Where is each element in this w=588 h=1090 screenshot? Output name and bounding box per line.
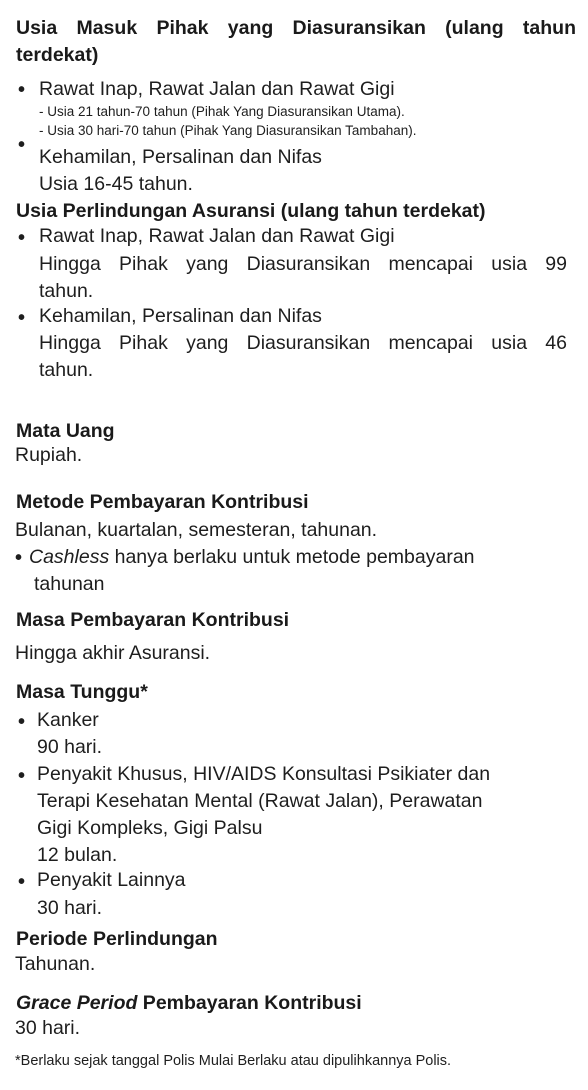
bullet: • [18, 134, 26, 156]
bullet: • [15, 547, 23, 569]
payment-method-note [29, 545, 475, 569]
bullet: • [18, 227, 26, 249]
waiting-item-line: Gigi Kompleks, Gigi Palsu [37, 817, 263, 839]
waiting-period-heading: Masa Tunggu* [16, 681, 148, 703]
currency-heading: Mata Uang [16, 420, 115, 442]
entry-age-note: - Usia 21 tahun-70 tahun (Pihak Yang Diasuransikan Utama). [39, 104, 405, 119]
coverage-age-item-value: Hingga Pihak yang Diasuransikan mencapai usia 99 [39, 253, 567, 275]
coverage-age-item-value: tahun. [39, 280, 94, 302]
waiting-item-line: Penyakit Khusus, HIV/AIDS Konsultasi Psikiater dan [37, 763, 491, 785]
waiting-item-line: 12 bulan. [37, 844, 118, 866]
waiting-item-line: 30 hari. [37, 897, 103, 919]
bullet: • [18, 79, 26, 101]
payment-method-note-text: hanya berlaku untuk metode pembayaran [109, 546, 475, 568]
entry-age-note: - Usia 30 hari-70 tahun (Pihak Yang Diasuransikan Tambahan). [39, 123, 417, 138]
waiting-item-line: 90 hari. [37, 736, 103, 758]
grace-period-heading [16, 991, 362, 1015]
currency-value: Rupiah. [15, 444, 83, 466]
coverage-age-item-value: tahun. [39, 359, 94, 381]
grace-period-heading-text: Pembayaran Kontribusi [137, 992, 362, 1014]
coverage-age-heading: Usia Perlindungan Asuransi (ulang tahun terdekat) [16, 200, 486, 222]
bullet: • [18, 307, 26, 329]
entry-age-item-value: Usia 16-45 tahun. [39, 173, 193, 195]
entry-age-heading-line1: Usia Masuk Pihak yang Diasuransikan (ulang tahun [16, 17, 576, 39]
bullet: • [18, 871, 26, 893]
grace-period-heading-italic: Grace Period [16, 992, 138, 1014]
coverage-period-value: Tahunan. [15, 953, 96, 975]
coverage-period-heading: Periode Perlindungan [16, 928, 218, 950]
waiting-item-line: Penyakit Lainnya [37, 869, 186, 891]
payment-period-value: Hingga akhir Asuransi. [15, 642, 211, 664]
payment-period-heading: Masa Pembayaran Kontribusi [16, 609, 290, 631]
coverage-age-item-title: Rawat Inap, Rawat Jalan dan Rawat Gigi [39, 225, 395, 247]
waiting-item-line: Terapi Kesehatan Mental (Rawat Jalan), Perawatan [37, 790, 483, 812]
entry-age-item-title: Rawat Inap, Rawat Jalan dan Rawat Gigi [39, 78, 395, 100]
bullet: • [18, 765, 26, 787]
waiting-item-line: Kanker [37, 709, 99, 731]
payment-method-heading: Metode Pembayaran Kontribusi [16, 491, 309, 513]
footnote: *Berlaku sejak tanggal Polis Mulai Berlaku atau dipulihkannya Polis. [15, 1053, 452, 1069]
entry-age-heading-line2: terdekat) [16, 44, 99, 66]
entry-age-item-title: Kehamilan, Persalinan dan Nifas [39, 146, 322, 168]
payment-method-note-italic: Cashless [29, 546, 110, 568]
payment-method-note-line2: tahunan [34, 573, 105, 595]
coverage-age-item-value: Hingga Pihak yang Diasuransikan mencapai usia 46 [39, 332, 567, 354]
payment-method-value: Bulanan, kuartalan, semesteran, tahunan. [15, 519, 378, 541]
grace-period-value: 30 hari. [15, 1017, 81, 1039]
coverage-age-item-title: Kehamilan, Persalinan dan Nifas [39, 305, 322, 327]
bullet: • [18, 711, 26, 733]
